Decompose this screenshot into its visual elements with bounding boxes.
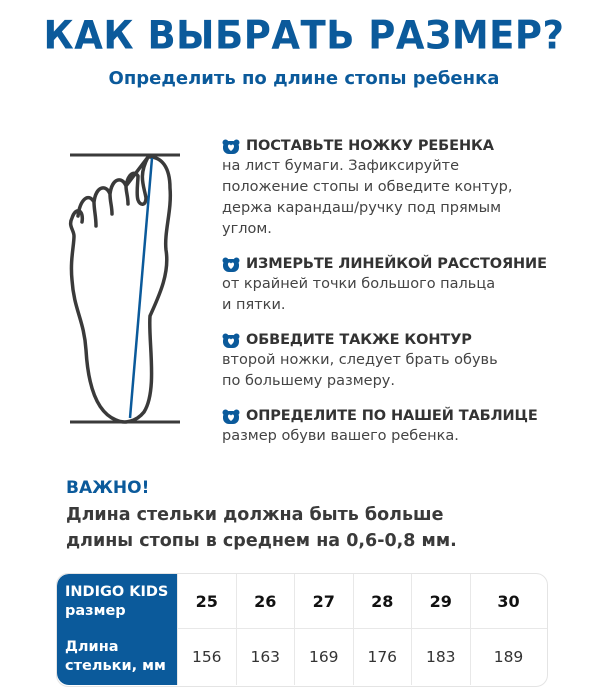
step-title: ОПРЕДЕЛИТЕ ПО НАШЕЙ ТАБЛИЦЕ [246, 408, 538, 424]
size-cell: 27 [294, 574, 353, 629]
step-text: на лист бумаги. Зафиксируйте [222, 158, 460, 174]
step-text: углом. [222, 221, 272, 237]
step-text: от крайней точки большого пальца [222, 276, 496, 292]
step-1 [222, 136, 562, 240]
bear-heart-icon [222, 409, 240, 424]
size-cell: 25 [177, 574, 236, 629]
length-cell: 163 [236, 629, 295, 685]
length-cell: 156 [177, 629, 236, 685]
important-title: ВАЖНО! [66, 478, 150, 498]
size-cell: 28 [353, 574, 412, 629]
important-text: Длина стельки должна быть больше [66, 505, 444, 525]
instruction-steps [222, 136, 562, 461]
step-title: ОБВЕДИТЕ ТАКЖЕ КОНТУР [246, 332, 472, 348]
step-text: размер обуви вашего ребенка. [222, 428, 459, 444]
step-title: ИЗМЕРЬТЕ ЛИНЕЙКОЙ РАССТОЯНИЕ [246, 256, 547, 272]
bear-heart-icon [222, 333, 240, 348]
step-text: положение стопы и обведите контур, [222, 179, 513, 195]
size-cell: 26 [236, 574, 295, 629]
step-text: и пятки. [222, 297, 286, 313]
bear-heart-icon [222, 257, 240, 272]
row-header-size: INDIGO KIDS размер [57, 574, 177, 629]
measure-line [130, 158, 152, 418]
important-text: длины стопы в среднем на 0,6-0,8 мм. [66, 531, 457, 551]
step-text: по большему размеру. [222, 373, 395, 389]
step-3 [222, 330, 562, 392]
size-table [56, 573, 548, 687]
important-note [66, 478, 546, 554]
size-cell: 30 [470, 574, 547, 629]
foot-outline [71, 157, 171, 422]
row-header-length: Длина стельки, мм [57, 629, 177, 685]
length-cell: 169 [294, 629, 353, 685]
step-4 [222, 406, 562, 447]
step-text: второй ножки, следует брать обувь [222, 352, 498, 368]
page-subtitle: Определить по длине стопы ребенка [108, 68, 500, 89]
size-cell: 29 [411, 574, 470, 629]
length-cell: 176 [353, 629, 412, 685]
step-text: держа карандаш/ручку под прямым [222, 200, 502, 216]
foot-measure-illustration [66, 150, 186, 430]
step-2 [222, 254, 562, 316]
bear-heart-icon [222, 139, 240, 154]
page-title: КАК ВЫБРАТЬ РАЗМЕР? [43, 12, 565, 59]
length-cell: 189 [470, 629, 547, 685]
step-title: ПОСТАВЬТЕ НОЖКУ РЕБЕНКА [246, 138, 494, 154]
length-cell: 183 [411, 629, 470, 685]
